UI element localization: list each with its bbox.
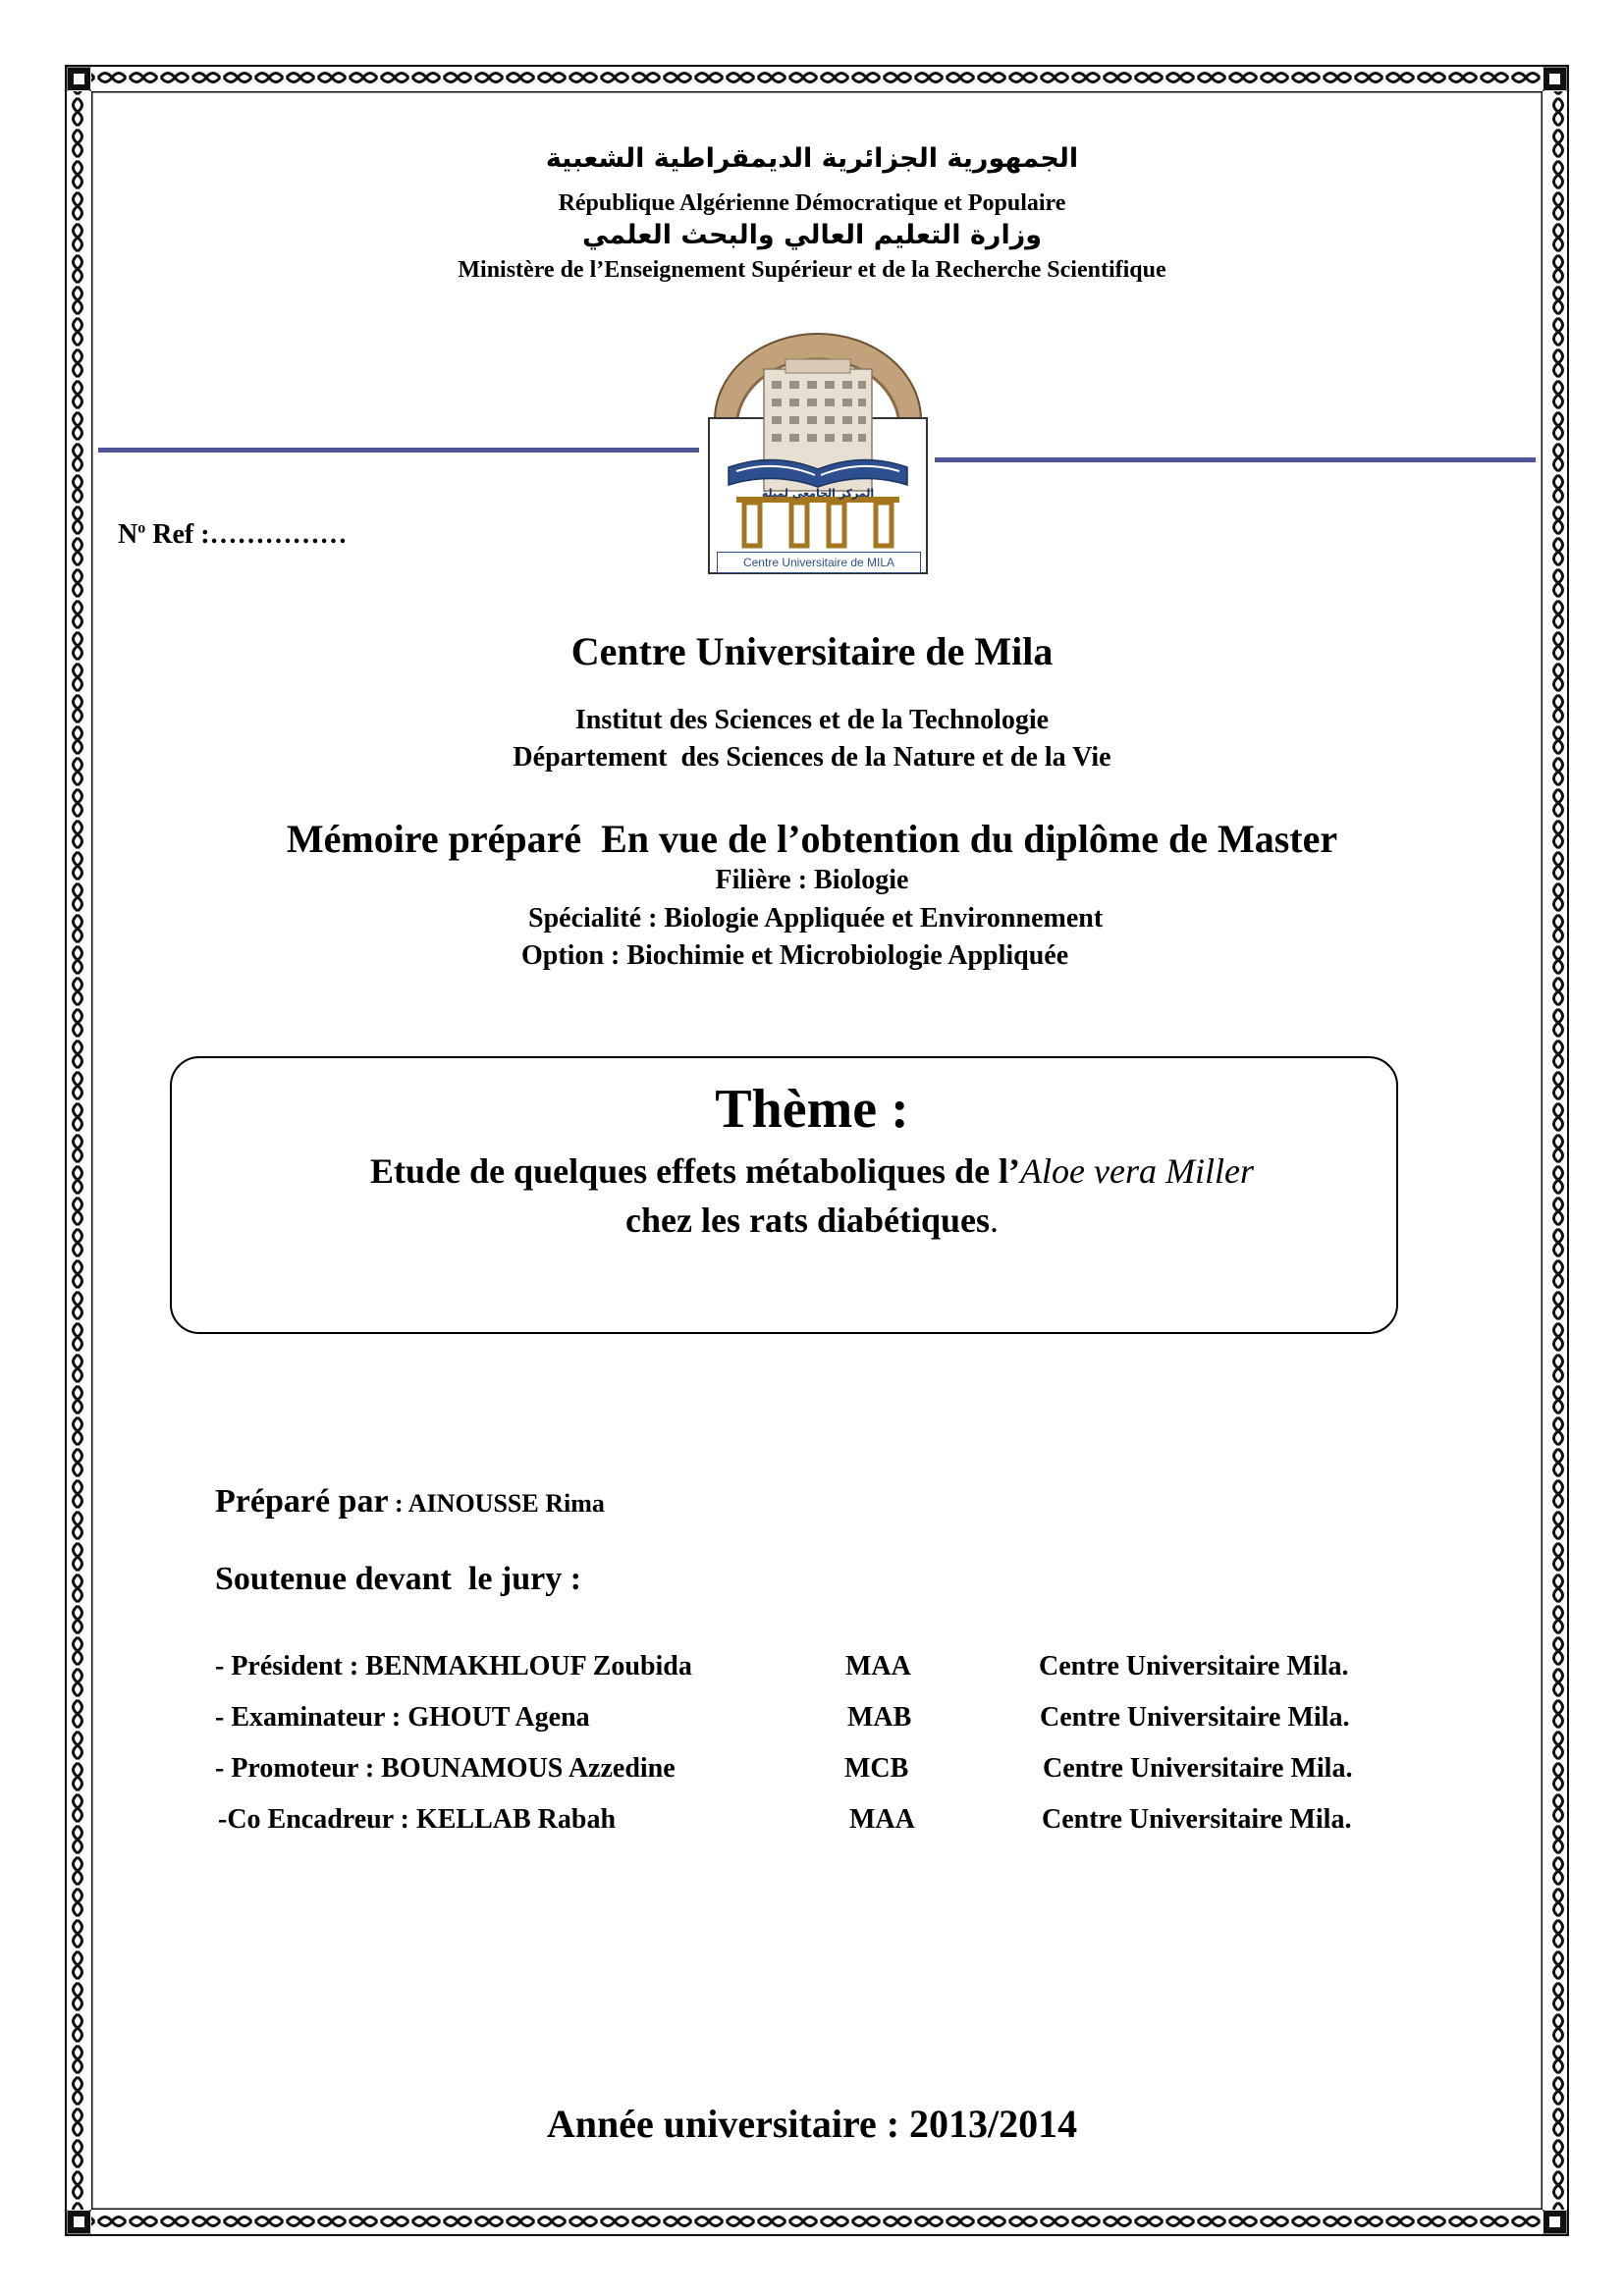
jury-grade: MAA <box>849 1804 915 1835</box>
department-name: Département des Sciences de la Nature et de la Vie <box>513 742 1111 773</box>
jury-institution: Centre Universitaire Mila. <box>1042 1804 1352 1835</box>
jury-institution: Centre Universitaire Mila. <box>1043 1753 1353 1784</box>
reference-rest: Ref :…………… <box>145 519 348 550</box>
jury-role: - Président : BENMAKHLOUF Zoubida <box>215 1651 692 1682</box>
filiere: Filière : Biologie <box>715 865 909 895</box>
header-rule-left <box>98 448 699 453</box>
option: Option : Biochimie et Microbiologie Appliquée <box>521 940 1069 971</box>
theme-heading: Thème : <box>715 1079 909 1140</box>
jury-role: - Promoteur : BOUNAMOUS Azzedine <box>215 1753 676 1784</box>
institution-name: Centre Universitaire de Mila <box>570 629 1054 673</box>
logo-caption: Centre Universitaire de MILA <box>717 552 921 573</box>
reference-number <box>118 519 348 551</box>
jury-role: - Examinateur : GHOUT Agena <box>215 1702 590 1733</box>
prepared-label: Préparé par <box>215 1483 389 1520</box>
jury-row <box>0 1702 1624 1741</box>
header-rule-right <box>935 457 1536 462</box>
theme-title-line1 <box>0 1150 1624 1192</box>
jury-institution: Centre Universitaire Mila. <box>1039 1651 1349 1682</box>
academic-year: Année universitaire : 2013/2014 <box>546 2102 1078 2146</box>
jury-row <box>0 1651 1624 1690</box>
university-logo <box>707 330 929 575</box>
memoir-title: Mémoire préparé En vue de l’obtention du diplôme de Master <box>286 817 1338 861</box>
republic-title: République Algérienne Démocratique et Populaire <box>558 190 1066 216</box>
theme-title-period: . <box>989 1201 999 1240</box>
arabic-republic-title: الجمهورية الجزائرية الديمقراطية الشعبية <box>545 143 1079 174</box>
reference-label: N <box>118 519 138 550</box>
theme-title-line2-text: chez les rats diabétiques <box>625 1201 990 1240</box>
jury-grade: MCB <box>844 1753 909 1784</box>
theme-title-text: Etude de quelques effets métaboliques de l’ <box>370 1151 1021 1191</box>
prepared-by <box>215 1483 605 1521</box>
theme-title-line2 <box>0 1200 1624 1241</box>
prepared-value: : AINOUSSE Rima <box>388 1489 605 1518</box>
theme-title-species: Aloe vera Miller <box>1020 1151 1254 1191</box>
ministry-title: Ministère de l’Enseignement Supérieur et de la Recherche Scientifique <box>458 257 1166 283</box>
reference-sup: o <box>137 519 146 537</box>
arabic-ministry-title: وزارة التعليم العالي والبحث العلمي <box>581 220 1043 250</box>
jury-row <box>0 1753 1624 1792</box>
jury-role: -Co Encadreur : KELLAB Rabah <box>218 1804 617 1835</box>
jury-grade: MAA <box>845 1651 911 1682</box>
institute-name: Institut des Sciences et de la Technologie <box>574 705 1050 735</box>
jury-grade: MAB <box>847 1702 912 1733</box>
specialite: Spécialité : Biologie Appliquée et Environnement <box>528 903 1104 934</box>
logo-arabic-caption: المركز الجامعي لميلة <box>761 487 875 500</box>
jury-row <box>0 1804 1624 1843</box>
jury-institution: Centre Universitaire Mila. <box>1040 1702 1350 1733</box>
jury-heading: Soutenue devant le jury : <box>215 1561 582 1597</box>
